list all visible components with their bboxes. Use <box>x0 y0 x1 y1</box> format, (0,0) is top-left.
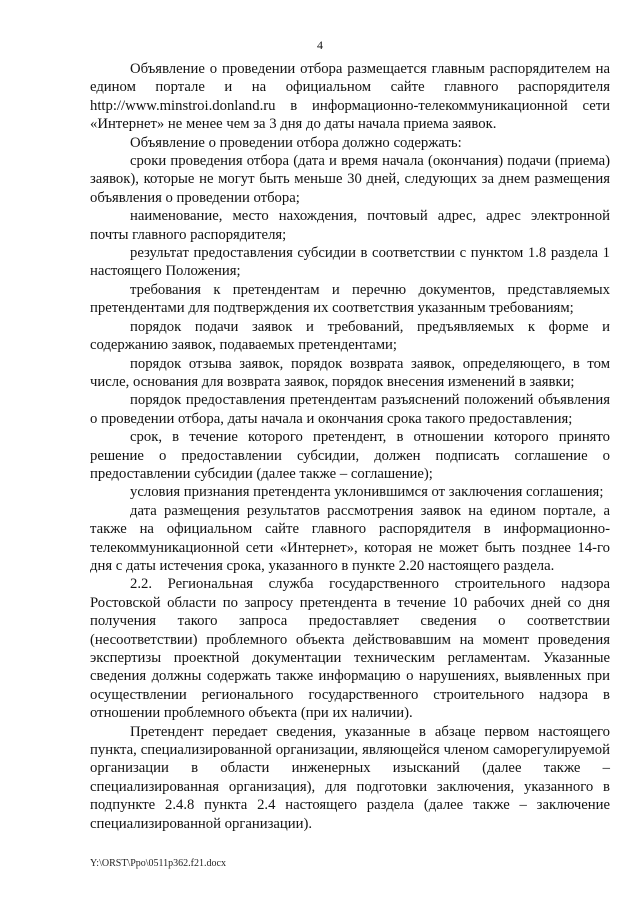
paragraph: наименование, место нахождения, почтовый адрес, адрес электронной почты главного распорядителя; <box>90 208 610 243</box>
paragraph: срок, в течение которого претендент, в отношении которого принято решение о предоставлении субсидии, должен подписать соглашение о предоставлении субсидии (далее также – соглашение); <box>90 429 610 482</box>
paragraph: Объявление о проведении отбора должно содержать: <box>130 134 462 151</box>
paragraph: порядок предоставления претендентам разъяснений положений объявления о проведении отбора, даты начала и окончания срока такого предоставления; <box>90 392 610 427</box>
paragraph: Претендент передает сведения, указанные в абзаце первом настоящего пункта, специализированной организации, являющейся членом саморегулируемой организации в области инженерных изысканий (далее также – специализированная организация), для подготовки заключения, указанного в подпункте 2.4.8 пункта 2.4 настоящего раздела (далее также – заключение специализированной организации). <box>90 723 610 832</box>
paragraph: Объявление о проведении отбора размещается главным распорядителем на едином портале и на официальном сайте главного распорядителя http://www.minstroi.donland.ru в информационно-телекоммуникационной сети «Интернет» не менее чем за 3 дня до даты начала приема заявок. <box>90 61 610 133</box>
paragraph: 2.2. Региональная служба государственного строительного надзора Ростовской области по запросу претендента в течение 10 рабочих дней со дня получения такого запроса предоставляет сведения о соответствии (несоответствии) проблемного объекта действовавшим на момент проведения экспертизы проектной документации техническим регламентам. Указанные сведения должны содержать также информацию о нарушениях, выявленных при осуществлении регионального государственного строительного надзора в отношении проблемного объекта (при их наличии). <box>90 576 610 722</box>
paragraph: результат предоставления субсидии в соответствии с пунктом 1.8 раздела 1 настоящего Положения; <box>90 245 610 280</box>
paragraph: условия признания претендента уклонившимся от заключения соглашения; <box>130 484 604 501</box>
file-path-footer: Y:\ORST\Ppo\0511p362.f21.docx <box>90 858 226 869</box>
body-text <box>90 60 610 833</box>
page-number: 4 <box>317 38 323 52</box>
paragraph: сроки проведения отбора (дата и время начала (окончания) подачи (приема) заявок), которые не могут быть меньше 30 дней, следующих за днем размещения объявления о проведении отбора; <box>90 153 610 206</box>
paragraph: порядок подачи заявок и требований, предъявляемых к форме и содержанию заявок, подаваемых претендентами; <box>90 318 610 354</box>
paragraph: требования к претендентам и перечню документов, представляемых претендентами для подтверждения их соответствия указанным требованиям; <box>90 281 610 317</box>
paragraph: порядок отзыва заявок, порядок возврата заявок, определяющего, в том числе, основания для возврата заявок, порядок внесения изменений в заявки; <box>90 355 610 390</box>
paragraph: дата размещения результатов рассмотрения заявок на едином портале, а также на официальном сайте главного распорядителя в информационно-телекоммуникационной сети «Интернет», которая не может быть позднее 14-го дня с даты истечения срока, указанного в пункте 2.20 настоящего раздела. <box>90 502 610 574</box>
